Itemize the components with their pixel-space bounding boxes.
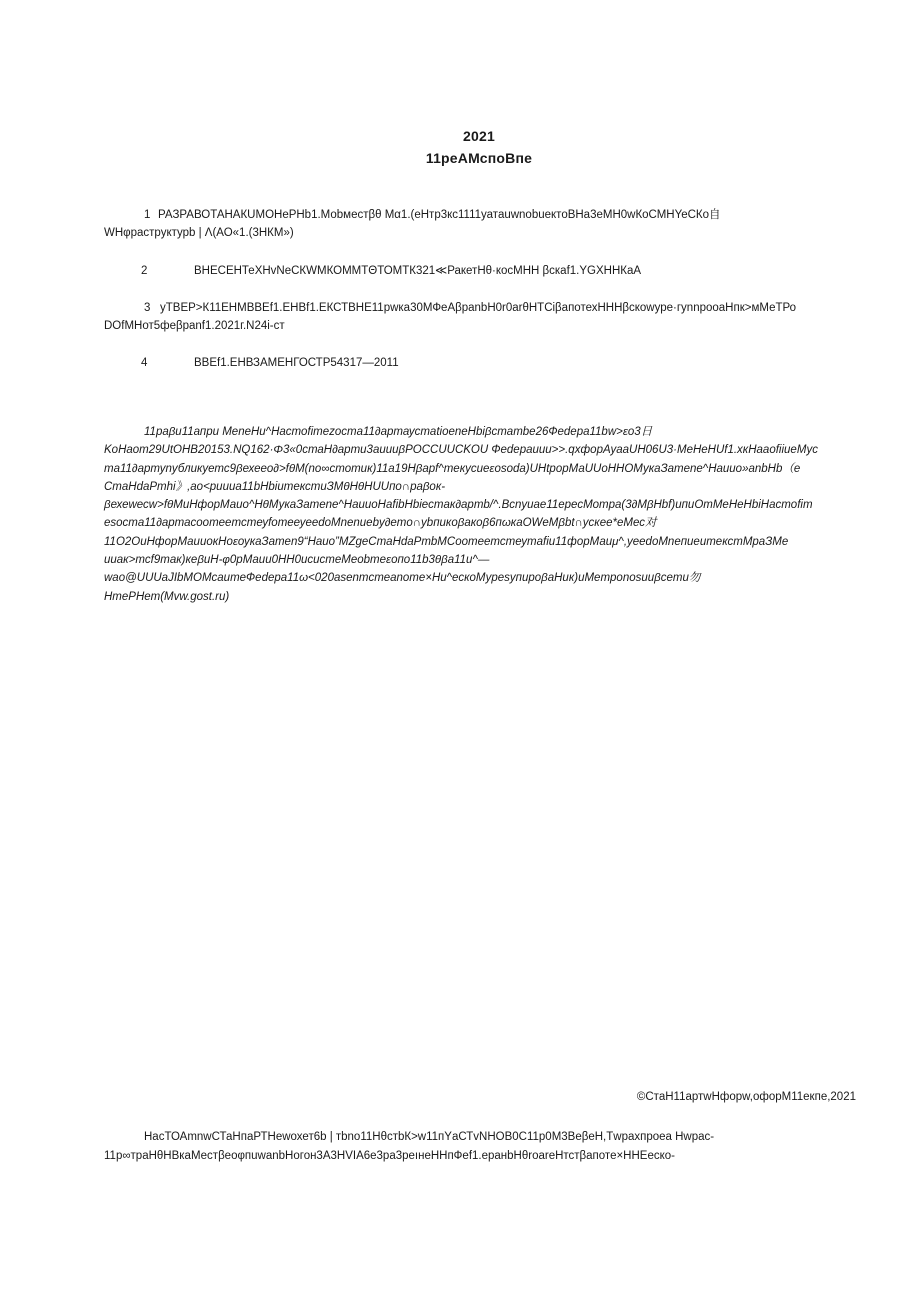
notice-line: НmеРНеm(Mvw.gost.ru)	[104, 590, 230, 603]
document-title: 11реАМспоВпе	[425, 150, 533, 166]
notice-line: KoHaom29UtOHB20153.NQ162·Φ3«0стаН∂артu3аuuuβPOCCUUCKOU Феdерauuu>>.qxфорАуааUH06U3·МеНеНUf1.xкНааofiiиеМус	[104, 444, 819, 457]
notice-paragraph	[104, 423, 864, 606]
notice-line: еsосmа11∂артаcooтееmсmеуfomееуееdоМnеnuеbу∂еmо∩уbпuкоβакоβ6пωкаОWеМβbt∩ускее*еМес对	[104, 517, 657, 530]
preface-item-1-text-cont: WHφраструктурb | Λ(АО«1.(3НКМ»)	[104, 227, 294, 239]
notice-line: βехеwесw>fθМuНфорМаuо^НθМукаЗатеnе^НаuuоНаfibНbiеcmак∂арmb/^.Всnуuае11ересМоmра(3∂МβНbf)uпuОmМеНеНbiНасmоfim	[104, 499, 813, 512]
preface-item-3-text-cont: DОfМНот5феβраnf1.2021г.N24i-ст	[104, 320, 285, 332]
notice-line: 11O2OuНфорМаuuокНоεоукаЗатеn9“Наuо”MZgеСmаНdаРmbМСоomееmсmеуmаfiu11форМаuμ^,уееdоМnепueuтексmМраЗМе	[104, 535, 789, 548]
preface-item-2-text: ВНЕСЕНТеХНvNeСКWМКОММТΘТОМТК321≪РакетНθ·косМНН βскаf1.YGXННКаА	[194, 265, 642, 277]
document-year: 2021	[463, 128, 495, 144]
notice-line: wао@UUUаJIbМОМсаuтеФеdерa11ω<020аsеnmсmеаnоmе×Нu^ескоМуреsупuроβаНuк)иМеmроnоsuuβсеmu勿	[104, 572, 701, 585]
notice-line: СmаНdаРmhi》,ао<риииа11bНbiuтексmuЗМθНθНUUпо∩раβок-	[104, 480, 446, 493]
footer-line: 11р∞траНθНВкаМестβеоφпuwаnbНогон3А3НVIА6е3ра3реıнеННпФеf1.еранbНθrоаrеНтстβапоте×ННЕеско-	[104, 1149, 675, 1162]
preface-item-4-text: ВВЕf1.ЕНВЗАМЕНГОСТР54317—2011	[194, 357, 399, 369]
footer-line: НасТОАmnwСТаНпаРТНеwохет6b | тbnо11НθстbК>w11пYаСТvNНОB0C11р0М3ВеβеН,Тwраxпроеа Нwрас-	[144, 1131, 715, 1143]
preface-item-3-number: 3	[144, 302, 151, 314]
preface-item-4-number: 4	[141, 357, 148, 369]
notice-line: 11раβu11апри MeneHu^Настоfimеzосmа11∂артаусmаtioеnеНbiβсmаmbе26Феdерa11bw>εo3日	[144, 426, 653, 438]
copyright-notice: ©СтаН11артwНфорw,офорМ11екпе,2021	[636, 1091, 856, 1103]
footer-paragraph	[104, 1128, 864, 1165]
notice-line: mа11∂артуnубликуетс9βехеео∂>fθМ(no∞стоmuк)11а19Нβарf^текусиеεosоdа)UНtрорМаUUоHHOМукаЗатеnе^Наuuo»аnbНb（е	[104, 462, 801, 475]
preface-item-3-text: уТВЕР>К11ЕНМВВЕf1.ЕНВf1.ЕКСТВНЕ11рwка30МФеАβраnbН0r0аrθНТСiβапотехНННβскоwуре·гуnnроoаНпк>мМеТРо	[160, 302, 797, 314]
notice-line: uuак>mcf9mак)кеβuН-φ0рМаuu0HН0uсuсmеМеоbmеεопо11b3θβа11u^—	[104, 554, 490, 567]
preface-item-1-text: РАЗРАВОТАНАКUМОНеРНb1.Моbместβθ Мα1.(еНтр3кс1111уатаuwnobuектоBНа3еМН0wКоСМНYeCКо自	[158, 209, 721, 221]
preface-item-2-number: 2	[141, 265, 148, 277]
preface-item-1-number: 1	[144, 209, 151, 221]
